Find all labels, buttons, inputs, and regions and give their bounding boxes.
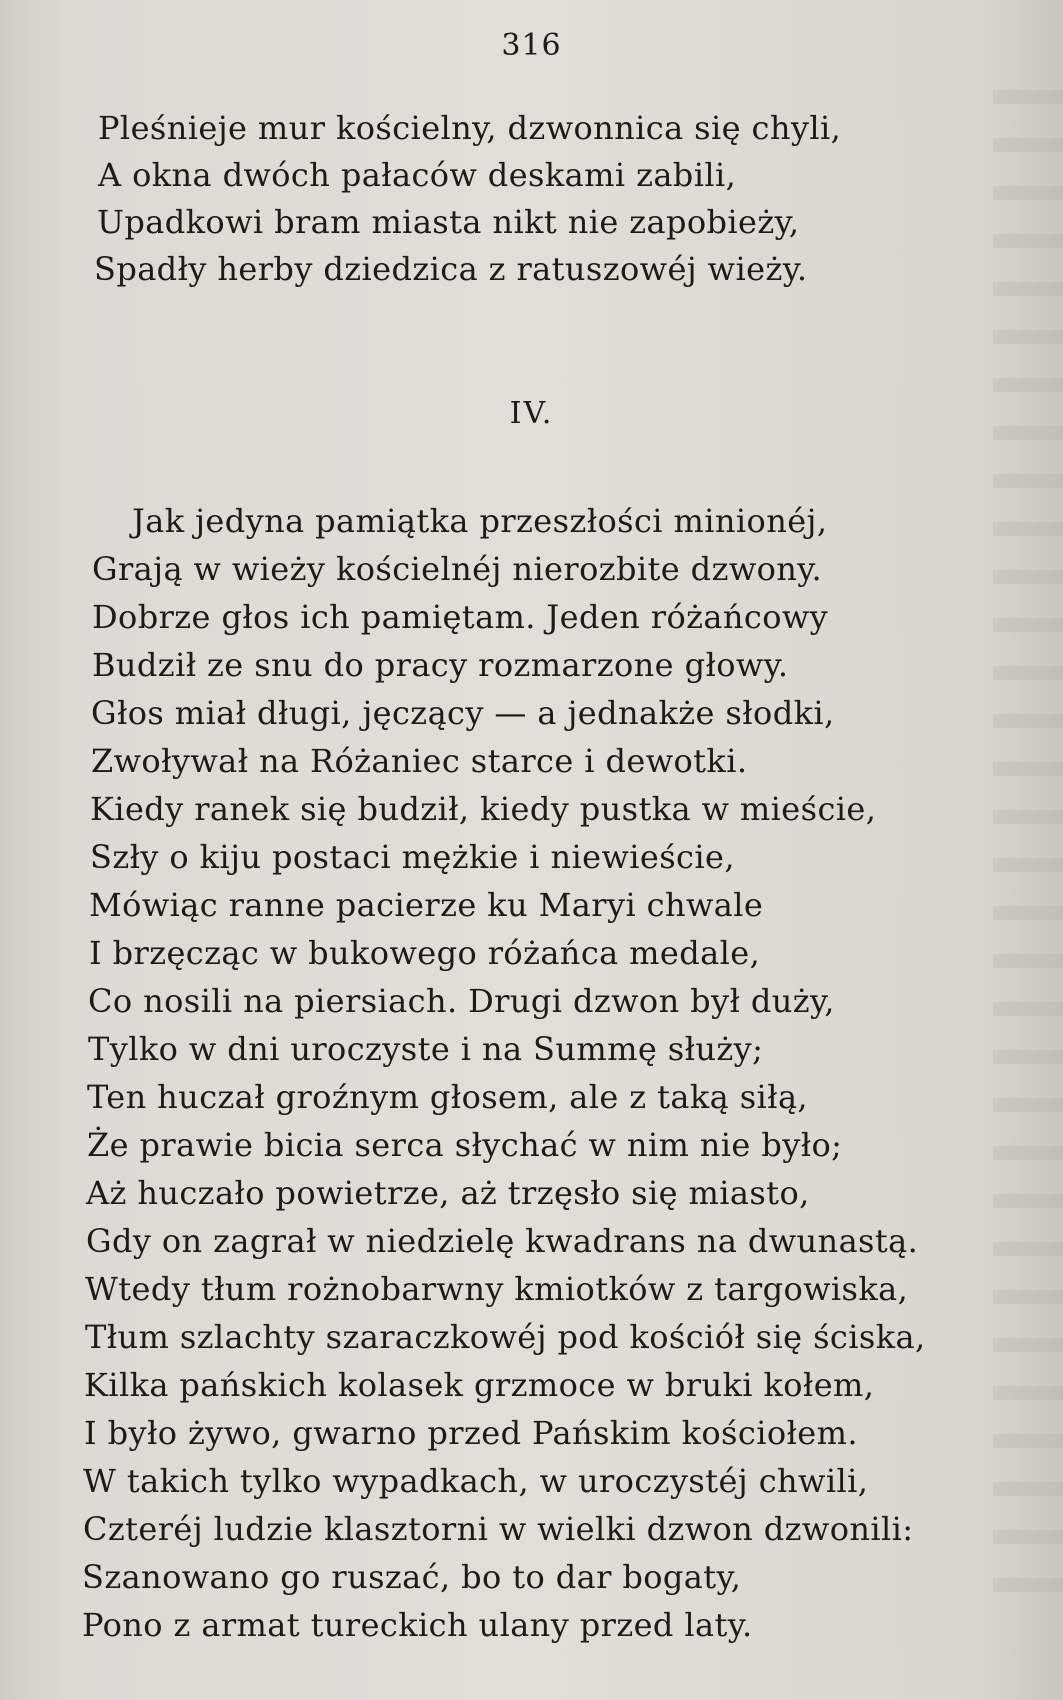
verse-line: Tylko w dni uroczyste i na Summę służy;	[88, 1030, 764, 1068]
verse-line: Pono z armat tureckich ulany przed laty.	[82, 1606, 753, 1644]
verse-line: Grają w wieży kościelnéj nierozbite dzwony.	[92, 550, 823, 588]
verse-line: W takich tylko wypadkach, w uroczystéj chwili,	[83, 1462, 869, 1500]
verse-line: Ten huczał groźnym głosem, ale z taką siłą,	[87, 1078, 808, 1116]
verse-line: Pleśnieje mur kościelny, dzwonnica się chyli,	[98, 109, 842, 147]
stanza-main	[0, 497, 1063, 1649]
verse-line: Spadły herby dziedzica z ratuszowéj wieży.	[94, 250, 808, 288]
verse-line: Zwoływał na Różaniec starce i dewotki.	[91, 742, 748, 780]
verse-line: Czteréj ludzie klasztorni w wielki dzwon dzwonili:	[83, 1510, 914, 1548]
verse-line: Szanowano go ruszać, bo to dar bogaty,	[82, 1558, 742, 1596]
stanza-top	[0, 105, 1063, 293]
verse-line: Aż huczało powietrze, aż trzęsło się miasto,	[86, 1174, 810, 1212]
verse-line: Mówiąc ranne pacierze ku Maryi chwale	[89, 886, 764, 924]
verse-line: Tłum szlachty szaraczkowéj pod kościół się ściska,	[85, 1318, 926, 1356]
page-number: 316	[501, 28, 562, 63]
verse-line: Kiedy ranek się budził, kiedy pustka w mieście,	[90, 790, 877, 828]
verse-line: Dobrze głos ich pamiętam. Jeden różańcowy	[92, 598, 829, 636]
verse-line: I było żywo, gwarno przed Pańskim kościołem.	[84, 1414, 858, 1452]
verse-line: Głos miał długi, jęczący — a jednakże słodki,	[91, 694, 835, 732]
verse-line: Szły o kiju postaci mężkie i niewieście,	[90, 838, 735, 876]
verse-line: Gdy on zagrał w niedzielę kwadrans na dwunastą.	[86, 1222, 919, 1260]
verse-line: Upadkowi bram miasta nikt nie zapobieży,	[97, 203, 800, 241]
verse-line: Co nosili na piersiach. Drugi dzwon był duży,	[88, 982, 835, 1020]
verse-line: Budził ze snu do pracy rozmarzone głowy.	[92, 646, 789, 684]
verse-line: I brzęcząc w bukowego różańca medale,	[89, 934, 761, 972]
verse-line: Jak jedyna pamiątka przeszłości minionéj,	[132, 502, 828, 540]
verse-line: Kilka pańskich kolasek grzmoce w bruki kołem,	[84, 1366, 875, 1404]
verse-line: A okna dwóch pałaców deskami zabili,	[98, 156, 737, 194]
verse-line: Że prawie bicia serca słychać w nim nie było;	[87, 1126, 843, 1164]
verse-line: Wtedy tłum rożnobarwny kmiotków z targowiska,	[85, 1270, 909, 1308]
section-heading: IV.	[509, 396, 554, 431]
